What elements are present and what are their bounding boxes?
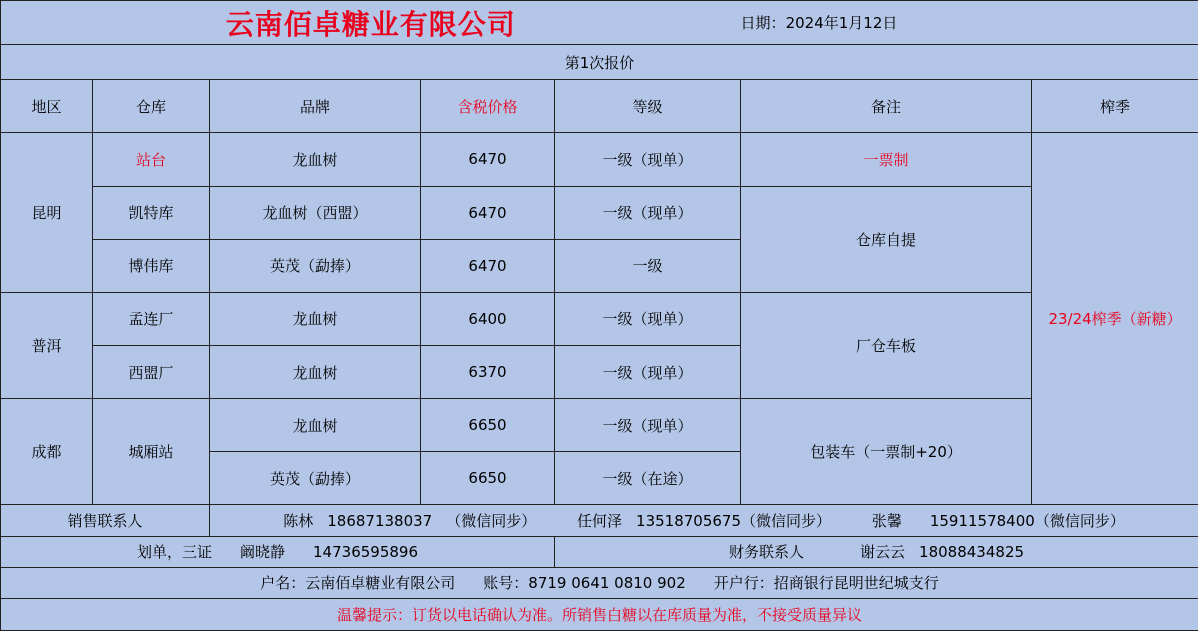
sales-contact-item: 陈林 18687138037 （微信同步） (283, 512, 537, 531)
header-season: 榨季 (1032, 80, 1198, 133)
header-region: 地区 (1, 80, 93, 133)
grade-cell: 一级（现单） (555, 186, 741, 239)
finance-contact-phone: 18088434825 (919, 543, 1025, 562)
table-row (1, 133, 1198, 186)
order-finance-row (1, 536, 1198, 567)
finance-label: 财务联系人 (729, 543, 805, 562)
header-brand: 品牌 (210, 80, 421, 133)
brand-cell: 英茂（勐捧） (210, 452, 421, 505)
finance-contact-cell (555, 536, 1198, 567)
account-name: 户名：云南佰卓糖业有限公司 (260, 574, 456, 593)
grade-cell: 一级（在途） (555, 452, 741, 505)
price-cell: 6370 (421, 346, 555, 399)
brand-cell: 龙血树 (210, 292, 421, 345)
warehouse-cell: 孟连厂 (93, 292, 210, 345)
header-warehouse: 仓库 (93, 80, 210, 133)
sales-contacts-row (1, 505, 1198, 536)
warehouse-cell: 西盟厂 (93, 346, 210, 399)
price-cell: 6470 (421, 239, 555, 292)
header-remark: 备注 (741, 80, 1032, 133)
price-cell: 6400 (421, 292, 555, 345)
warehouse-cell: 城厢站 (93, 399, 210, 505)
warehouse-cell: 凯特库 (93, 186, 210, 239)
warehouse-cell: 博伟库 (93, 239, 210, 292)
grade-cell: 一级（现单） (555, 399, 741, 452)
notice-row (1, 598, 1198, 630)
order-contact-cell (1, 536, 555, 567)
price-cell: 6470 (421, 133, 555, 186)
sales-contact-label: 销售联系人 (1, 505, 210, 536)
remark-factory-board: 厂仓车板 (741, 292, 1032, 398)
warehouse-cell: 站台 (93, 133, 210, 186)
region-puer: 普洱 (1, 292, 93, 398)
order-contact-name: 阚晓静 (240, 543, 286, 562)
brand-cell: 英茂（勐捧） (210, 239, 421, 292)
sales-contact-item: 任何泽 13518705675（微信同步） (577, 512, 832, 531)
price-cell: 6650 (421, 399, 555, 452)
grade-cell: 一级（现单） (555, 133, 741, 186)
company-title: 云南佰卓糖业有限公司 (225, 7, 516, 41)
order-label: 划单，三证 (136, 543, 212, 562)
brand-cell: 龙血树 (210, 399, 421, 452)
account-number: 账号：8719 0641 0810 902 (483, 574, 686, 593)
remark-self-pickup: 仓库自提 (741, 186, 1032, 292)
grade-cell: 一级 (555, 239, 741, 292)
sales-contact-item: 张馨 15911578400（微信同步） (871, 512, 1125, 531)
price-cell: 6650 (421, 452, 555, 505)
date-label: 日期： (740, 14, 786, 33)
notice-text: 温馨提示：订货以电话确认为准。所销售白糖以在库质量为准，不接受质量异议 (1, 598, 1198, 630)
brand-cell: 龙血树 (210, 133, 421, 186)
brand-cell: 龙血树（西盟） (210, 186, 421, 239)
order-contact-phone: 14736595896 (313, 543, 418, 562)
date-cell (741, 1, 1198, 45)
header-price: 含税价格 (421, 80, 555, 133)
table-header-row (1, 80, 1198, 133)
table-row (1, 292, 1198, 345)
remark-packed-truck: 包装车（一票制+20） (741, 399, 1032, 505)
company-title-cell (1, 1, 741, 45)
grade-cell: 一级（现单） (555, 346, 741, 399)
date-value: 2024年1月12日 (785, 14, 898, 33)
table-row (1, 186, 1198, 239)
header-grade: 等级 (555, 80, 741, 133)
sales-contacts (210, 505, 1198, 536)
bank-name: 开户行：招商银行昆明世纪城支行 (713, 574, 939, 593)
region-kunming: 昆明 (1, 133, 93, 292)
region-chengdu: 成都 (1, 399, 93, 505)
grade-cell: 一级（现单） (555, 292, 741, 345)
price-cell: 6470 (421, 186, 555, 239)
remark-one-ticket: 一票制 (741, 133, 1032, 186)
season-cell: 23/24榨季（新糖） (1032, 133, 1198, 505)
bank-info-row (1, 567, 1198, 598)
table-row (1, 399, 1198, 452)
bank-info (1, 567, 1198, 598)
quote-round: 第1次报价 (1, 45, 1198, 80)
finance-contact-name: 谢云云 (860, 543, 906, 562)
brand-cell: 龙血树 (210, 346, 421, 399)
